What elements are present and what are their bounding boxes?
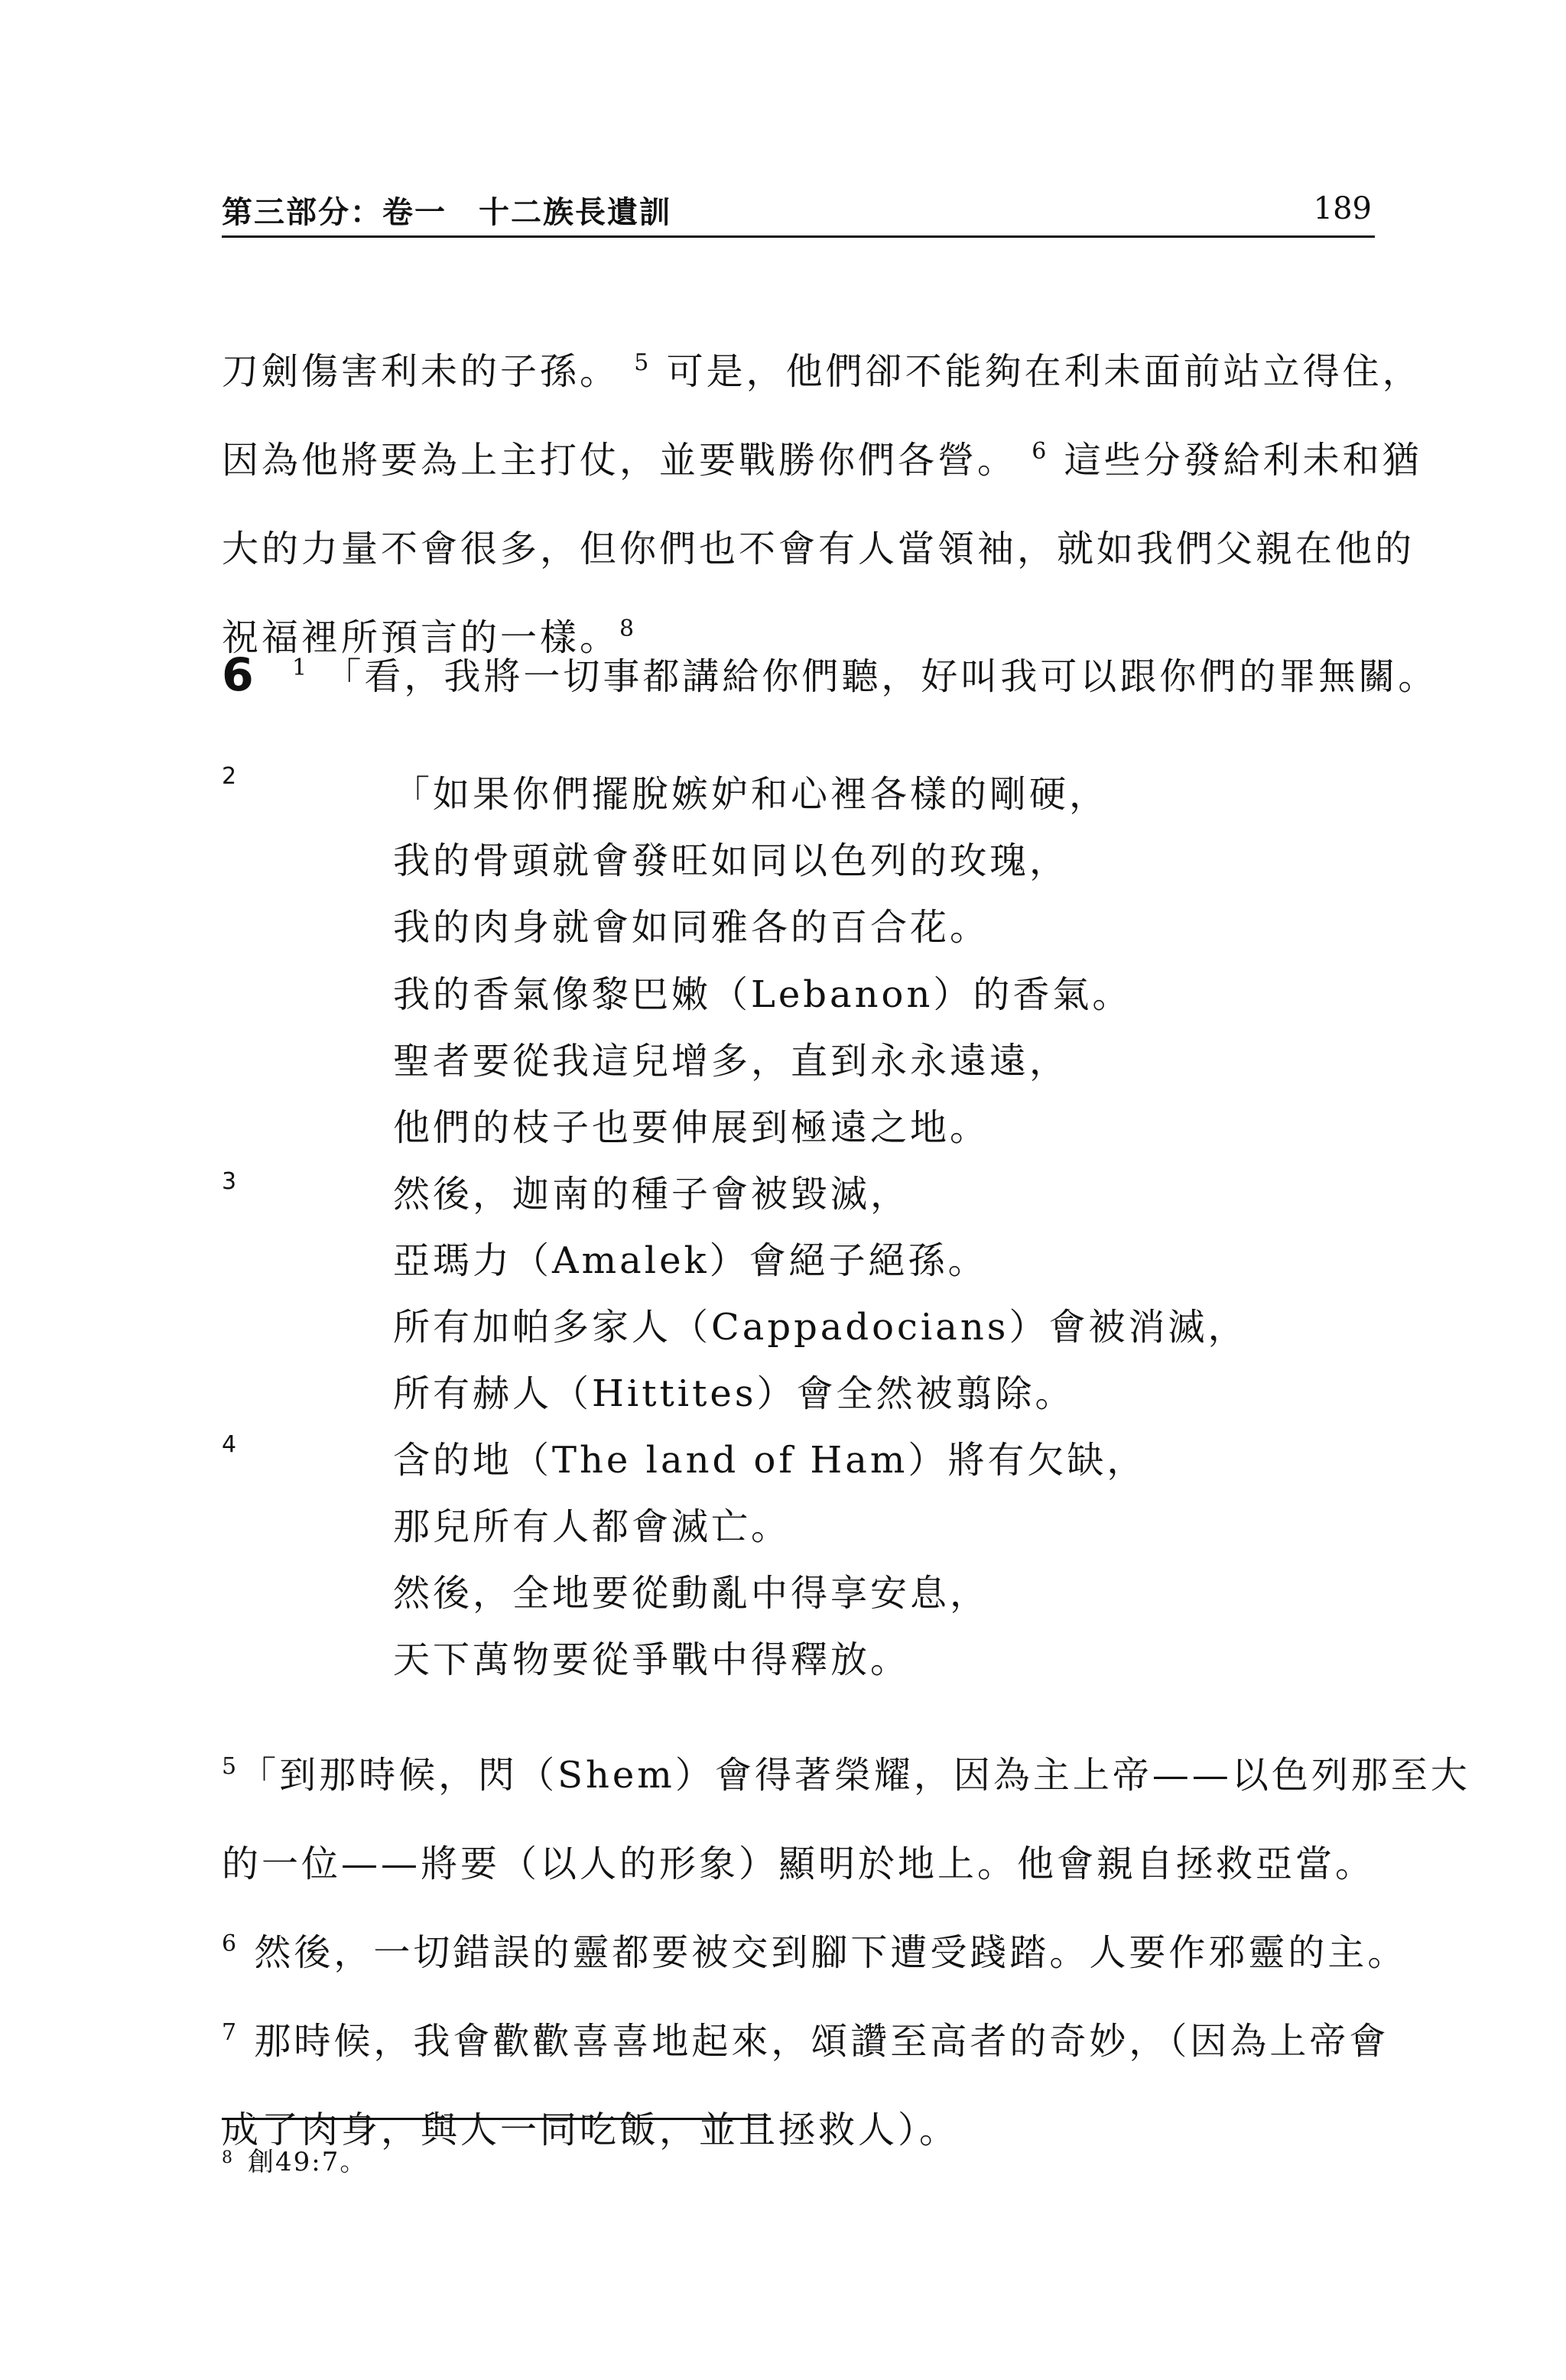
chapter-number: 6 — [222, 648, 254, 702]
poem-line: 聖者要從我這兒增多，直到永永遠遠， — [393, 1040, 1070, 1083]
poem-line: 我的骨頭就會發旺如同以色列的玫瑰， — [393, 839, 1070, 882]
para2-line-4: $^7$ 那時候，我會歡歡喜喜地起來，頌讚至高者的奇妙，（因為上帝會 — [222, 2019, 1389, 2063]
footnote-mark: 8 — [222, 2148, 234, 2167]
poem-line: 我的香氣像黎巴嫩（Lebanon）的香氣。 — [393, 973, 1132, 1016]
para1-line-4: 祝福裡所預言的一樣。$^8$ — [222, 615, 638, 659]
verse-number-4: 4 — [222, 1431, 237, 1458]
header-title: 第三部分：卷一 十二族長遺訓 — [222, 195, 671, 230]
para1-line-1: 刀劍傷害利未的子孫。 $^5$ 可是，他們卻不能夠在利未面前站立得住， — [222, 349, 1422, 393]
poem-line: 「如果你們擺脫嫉妒和心裡各樣的剛硬， — [393, 773, 1110, 816]
para1-line-2: 因為他將要為上主打仗，並要戰勝你們各營。 $^6$ 這些分發給利未和猶 — [222, 438, 1422, 482]
page-number: 189 — [1313, 191, 1372, 226]
poem-line: 他們的枝子也要伸展到極遠之地。 — [393, 1106, 990, 1149]
para2-line-3: $^6$ 然後，一切錯誤的靈都要被交到腳下遭受踐踏。人要作邪靈的主。 — [222, 1930, 1408, 1974]
poem-line: 然後，迦南的種子會被毀滅， — [393, 1173, 911, 1216]
poem-line: 亞瑪力（Amalek）會絕子絕孫。 — [393, 1239, 988, 1282]
poem-line: 含的地（The land of Ham）將有欠缺， — [393, 1439, 1147, 1482]
footnote-ref: 8 — [619, 615, 638, 642]
poem-line: 所有赫人（Hittites）會全然被翦除。 — [393, 1372, 1075, 1415]
verse-number-3: 3 — [222, 1168, 237, 1195]
verse-number: 5 — [222, 1753, 240, 1780]
verse-number-2: 2 — [222, 763, 237, 790]
running-header — [222, 180, 1375, 238]
chapter-verse-1: $^1$ 「看，我將一切事都講給你們聽，好叫我可以跟你們的罪無關。 — [292, 654, 1438, 698]
footnote-divider — [222, 2118, 771, 2120]
verse-number: 5 — [634, 349, 652, 376]
footnote-text: 創49:7。 — [248, 2147, 368, 2177]
verse-number: 6 — [1032, 438, 1050, 465]
footnote — [222, 2141, 367, 2178]
poem-line: 然後，全地要從動亂中得享安息， — [393, 1572, 990, 1615]
para2-line-5: 成了肉身，與人一同吃飯，並且拯救人）。 — [222, 2109, 960, 2151]
paragraph-1 — [222, 327, 1422, 682]
poem-line: 天下萬物要從爭戰中得釋放。 — [393, 1638, 911, 1681]
paragraph-2 — [222, 1731, 1470, 2174]
poem-line: 那兒所有人都會滅亡。 — [393, 1505, 791, 1548]
para1-line-3: 大的力量不會很多，但你們也不會有人當領袖，就如我們父親在他的 — [222, 528, 1415, 570]
verse-number: 1 — [292, 654, 310, 681]
para2-line-1: $^5$「到那時候，閃（Shem）會得著榮耀，因為主上帝——以色列那至大 — [222, 1753, 1470, 1797]
poem-line: 所有加帕多家人（Cappadocians）會被消滅， — [393, 1306, 1248, 1349]
para2-line-2: 的一位——將要（以人的形象）顯明於地上。他會親自拯救亞當。 — [222, 1843, 1376, 1885]
verse-number: 7 — [222, 2019, 240, 2046]
poem-line: 我的肉身就會如同雅各的百合花。 — [393, 906, 990, 949]
verse-number: 6 — [222, 1930, 240, 1957]
